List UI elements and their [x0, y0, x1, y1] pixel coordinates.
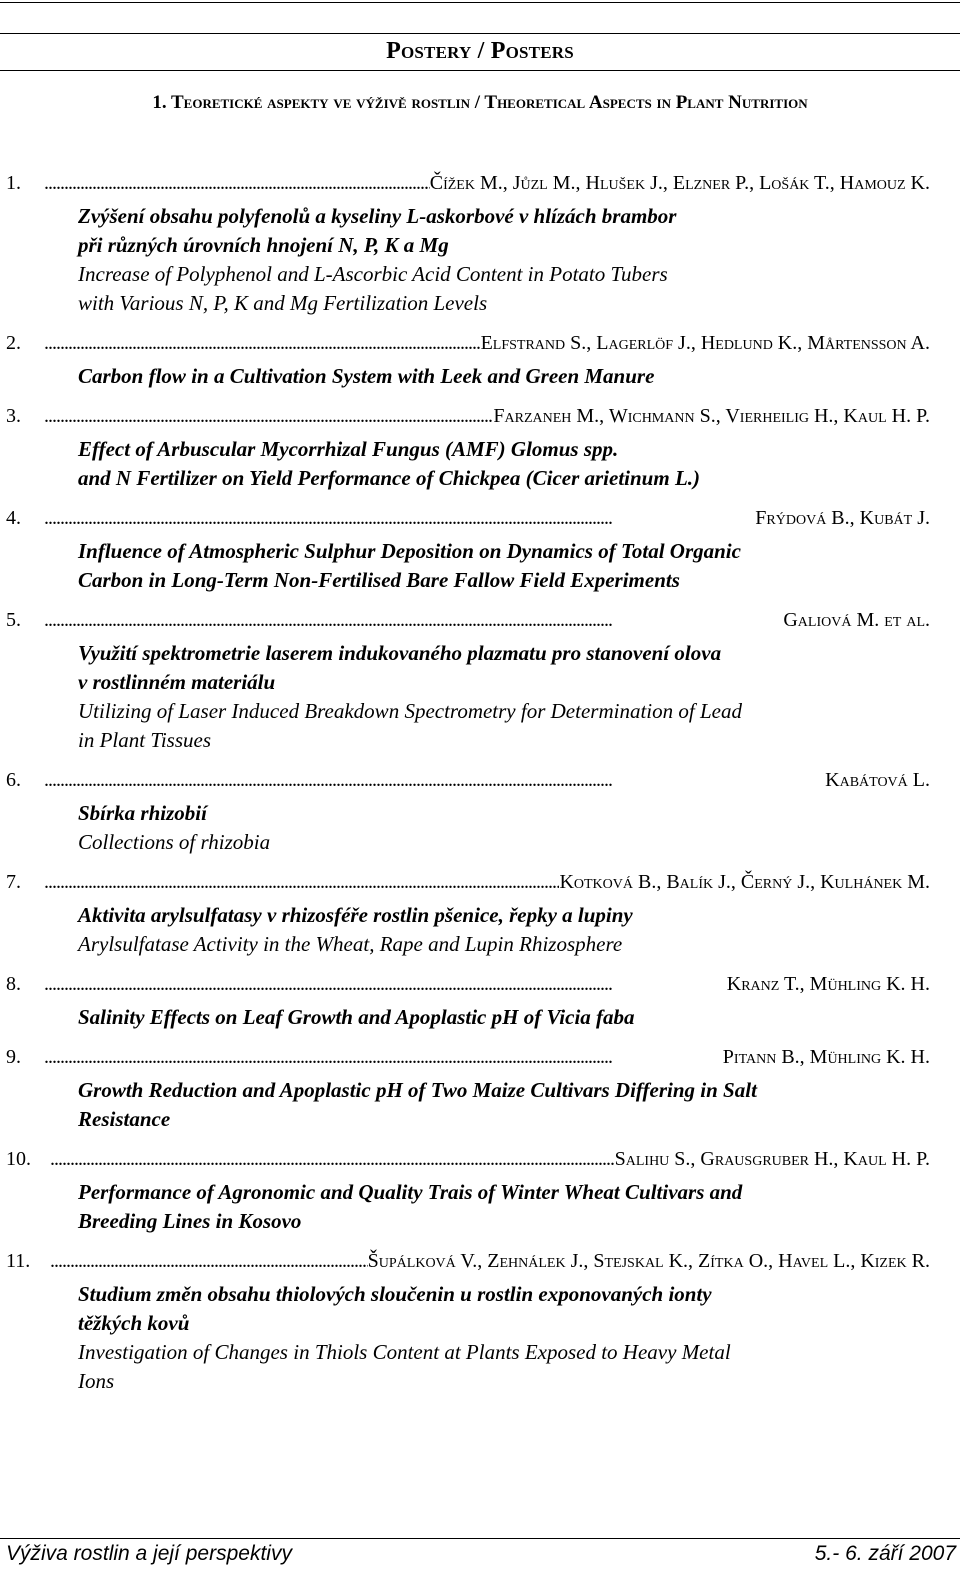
poster-entry-header — [0, 405, 960, 435]
dot-leader — [44, 507, 755, 530]
poster-entry-header — [0, 1046, 960, 1076]
poster-entry-header — [0, 332, 960, 362]
poster-title-english: with Various N, P, K and Mg Fertilization Levels — [78, 291, 488, 315]
poster-title-czech: v rostlinném materiálu — [78, 670, 276, 694]
poster-title-czech: Aktivita arylsulfatasy v rhizosféře rostlin pšenice, řepky a lupiny — [78, 903, 633, 927]
poster-number: 4. — [6, 507, 21, 529]
poster-title-english: Resistance — [78, 1107, 171, 1131]
poster-number: 1. — [6, 172, 21, 194]
poster-title-english: Carbon in Long-Term Non-Fertilised Bare Fallow Field Experiments — [78, 568, 680, 592]
poster-entry-header — [0, 507, 960, 537]
poster-authors: Pitann B., Mühling K. H. — [722, 1046, 930, 1068]
poster-authors: Kotková B., Balík J., Černý J., Kulhánek M. — [559, 871, 930, 893]
section-heading: 1. Teoretické aspekty ve výživě rostlin / Theoretical Aspects in Plant Nutrition — [152, 92, 808, 113]
dot-leader — [44, 871, 559, 894]
title-rule — [0, 70, 960, 71]
dot-leader — [50, 1250, 368, 1273]
poster-entry — [0, 769, 960, 857]
dot-leader — [44, 973, 727, 996]
poster-authors: Farzaneh M., Wichmann S., Vierheilig H., Kaul H. P. — [493, 405, 930, 427]
poster-number: 10. — [6, 1148, 31, 1170]
footer-rule — [0, 1538, 960, 1539]
poster-entry-header — [0, 1148, 960, 1178]
poster-number: 5. — [6, 609, 21, 631]
poster-entry — [0, 1148, 960, 1236]
poster-authors: Frýdová B., Kubát J. — [755, 507, 930, 529]
poster-entry-header — [0, 172, 960, 202]
poster-title-english: Arylsulfatase Activity in the Wheat, Rape and Lupin Rhizosphere — [78, 932, 623, 956]
poster-authors: Elfstrand S., Lagerlöf J., Hedlund K., Mårtensson A. — [480, 332, 930, 354]
footer-conference-title: Výživa rostlin a její perspektivy — [6, 1542, 292, 1565]
dot-leader — [44, 609, 783, 632]
poster-entry-header — [0, 609, 960, 639]
poster-authors: Čížek M., Jůzl M., Hlušek J., Elzner P., Lošák T., Hamouz K. — [429, 172, 930, 194]
poster-title-czech: Sbírka rhizobií — [78, 801, 207, 825]
poster-number: 6. — [6, 769, 21, 791]
poster-number: 9. — [6, 1046, 21, 1068]
poster-title-english: Investigation of Changes in Thiols Content at Plants Exposed to Heavy Metal — [78, 1340, 731, 1364]
poster-list — [0, 172, 960, 1410]
page-title: Postery / Posters — [386, 38, 574, 64]
poster-title-czech: při různých úrovních hnojení N, P, K a Mg — [78, 233, 449, 257]
poster-title-english: in Plant Tissues — [78, 728, 212, 752]
poster-title-english: Performance of Agronomic and Quality Trais of Winter Wheat Cultivars and — [78, 1180, 743, 1204]
footer-date: 5.- 6. září 2007 — [814, 1542, 956, 1565]
dot-leader — [44, 769, 825, 792]
poster-title-english: Carbon flow in a Cultivation System with Leek and Green Manure — [78, 364, 655, 388]
poster-entry — [0, 332, 960, 391]
poster-authors: Kabátová L. — [825, 769, 930, 791]
poster-entry-header — [0, 1250, 960, 1280]
dot-leader — [44, 172, 430, 195]
poster-title-english: Salinity Effects on Leaf Growth and Apoplastic pH of Vicia faba — [78, 1005, 635, 1029]
poster-title-english: Collections of rhizobia — [78, 830, 271, 854]
poster-number: 11. — [6, 1250, 31, 1272]
poster-title-english: Breeding Lines in Kosovo — [78, 1209, 302, 1233]
poster-title-english: Utilizing of Laser Induced Breakdown Spectrometry for Determination of Lead — [78, 699, 742, 723]
poster-entry-header — [0, 769, 960, 799]
poster-number: 3. — [6, 405, 21, 427]
poster-authors: Salihu S., Grausgruber H., Kaul H. P. — [614, 1148, 930, 1170]
dot-leader — [44, 405, 493, 428]
poster-authors: Galiová M. et al. — [783, 609, 930, 631]
poster-title-english: and N Fertilizer on Yield Performance of Chickpea (Cicer arietinum L.) — [78, 466, 701, 490]
poster-title-english: Ions — [78, 1369, 115, 1393]
poster-entry — [0, 871, 960, 959]
poster-title-english: Increase of Polyphenol and L-Ascorbic Acid Content in Potato Tubers — [78, 262, 668, 286]
poster-number: 7. — [6, 871, 21, 893]
poster-number: 8. — [6, 973, 21, 995]
poster-title-czech: Využití spektrometrie laserem indukovaného plazmatu pro stanovení olova — [78, 641, 722, 665]
dot-leader — [44, 1046, 723, 1069]
poster-entry — [0, 405, 960, 493]
poster-entry-header — [0, 871, 960, 901]
page-footer — [6, 1542, 956, 1566]
top-rule — [0, 2, 960, 3]
poster-entry — [0, 1046, 960, 1134]
header-rule — [0, 33, 960, 34]
poster-title-czech: Studium změn obsahu thiolových sloučenin u rostlin exponovaných ionty — [78, 1282, 712, 1306]
dot-leader — [44, 332, 481, 355]
poster-title-english: Influence of Atmospheric Sulphur Deposition on Dynamics of Total Organic — [78, 539, 741, 563]
poster-authors: Šupálková V., Zehnálek J., Stejskal K., Zítka O., Havel L., Kizek R. — [367, 1250, 930, 1272]
poster-title-english: Effect of Arbuscular Mycorrhizal Fungus (AMF) Glomus spp. — [78, 437, 619, 461]
dot-leader — [50, 1148, 615, 1171]
poster-title-czech: těžkých kovů — [78, 1311, 190, 1335]
poster-number: 2. — [6, 332, 21, 354]
poster-entry — [0, 1250, 960, 1396]
poster-entry — [0, 172, 960, 318]
poster-entry — [0, 507, 960, 595]
poster-authors: Kranz T., Mühling K. H. — [726, 973, 930, 995]
poster-title-czech: Zvýšení obsahu polyfenolů a kyseliny L-askorbové v hlízách brambor — [78, 204, 677, 228]
poster-title-english: Growth Reduction and Apoplastic pH of Two Maize Cultivars Differing in Salt — [78, 1078, 757, 1102]
poster-entry — [0, 609, 960, 755]
poster-entry — [0, 973, 960, 1032]
poster-entry-header — [0, 973, 960, 1003]
